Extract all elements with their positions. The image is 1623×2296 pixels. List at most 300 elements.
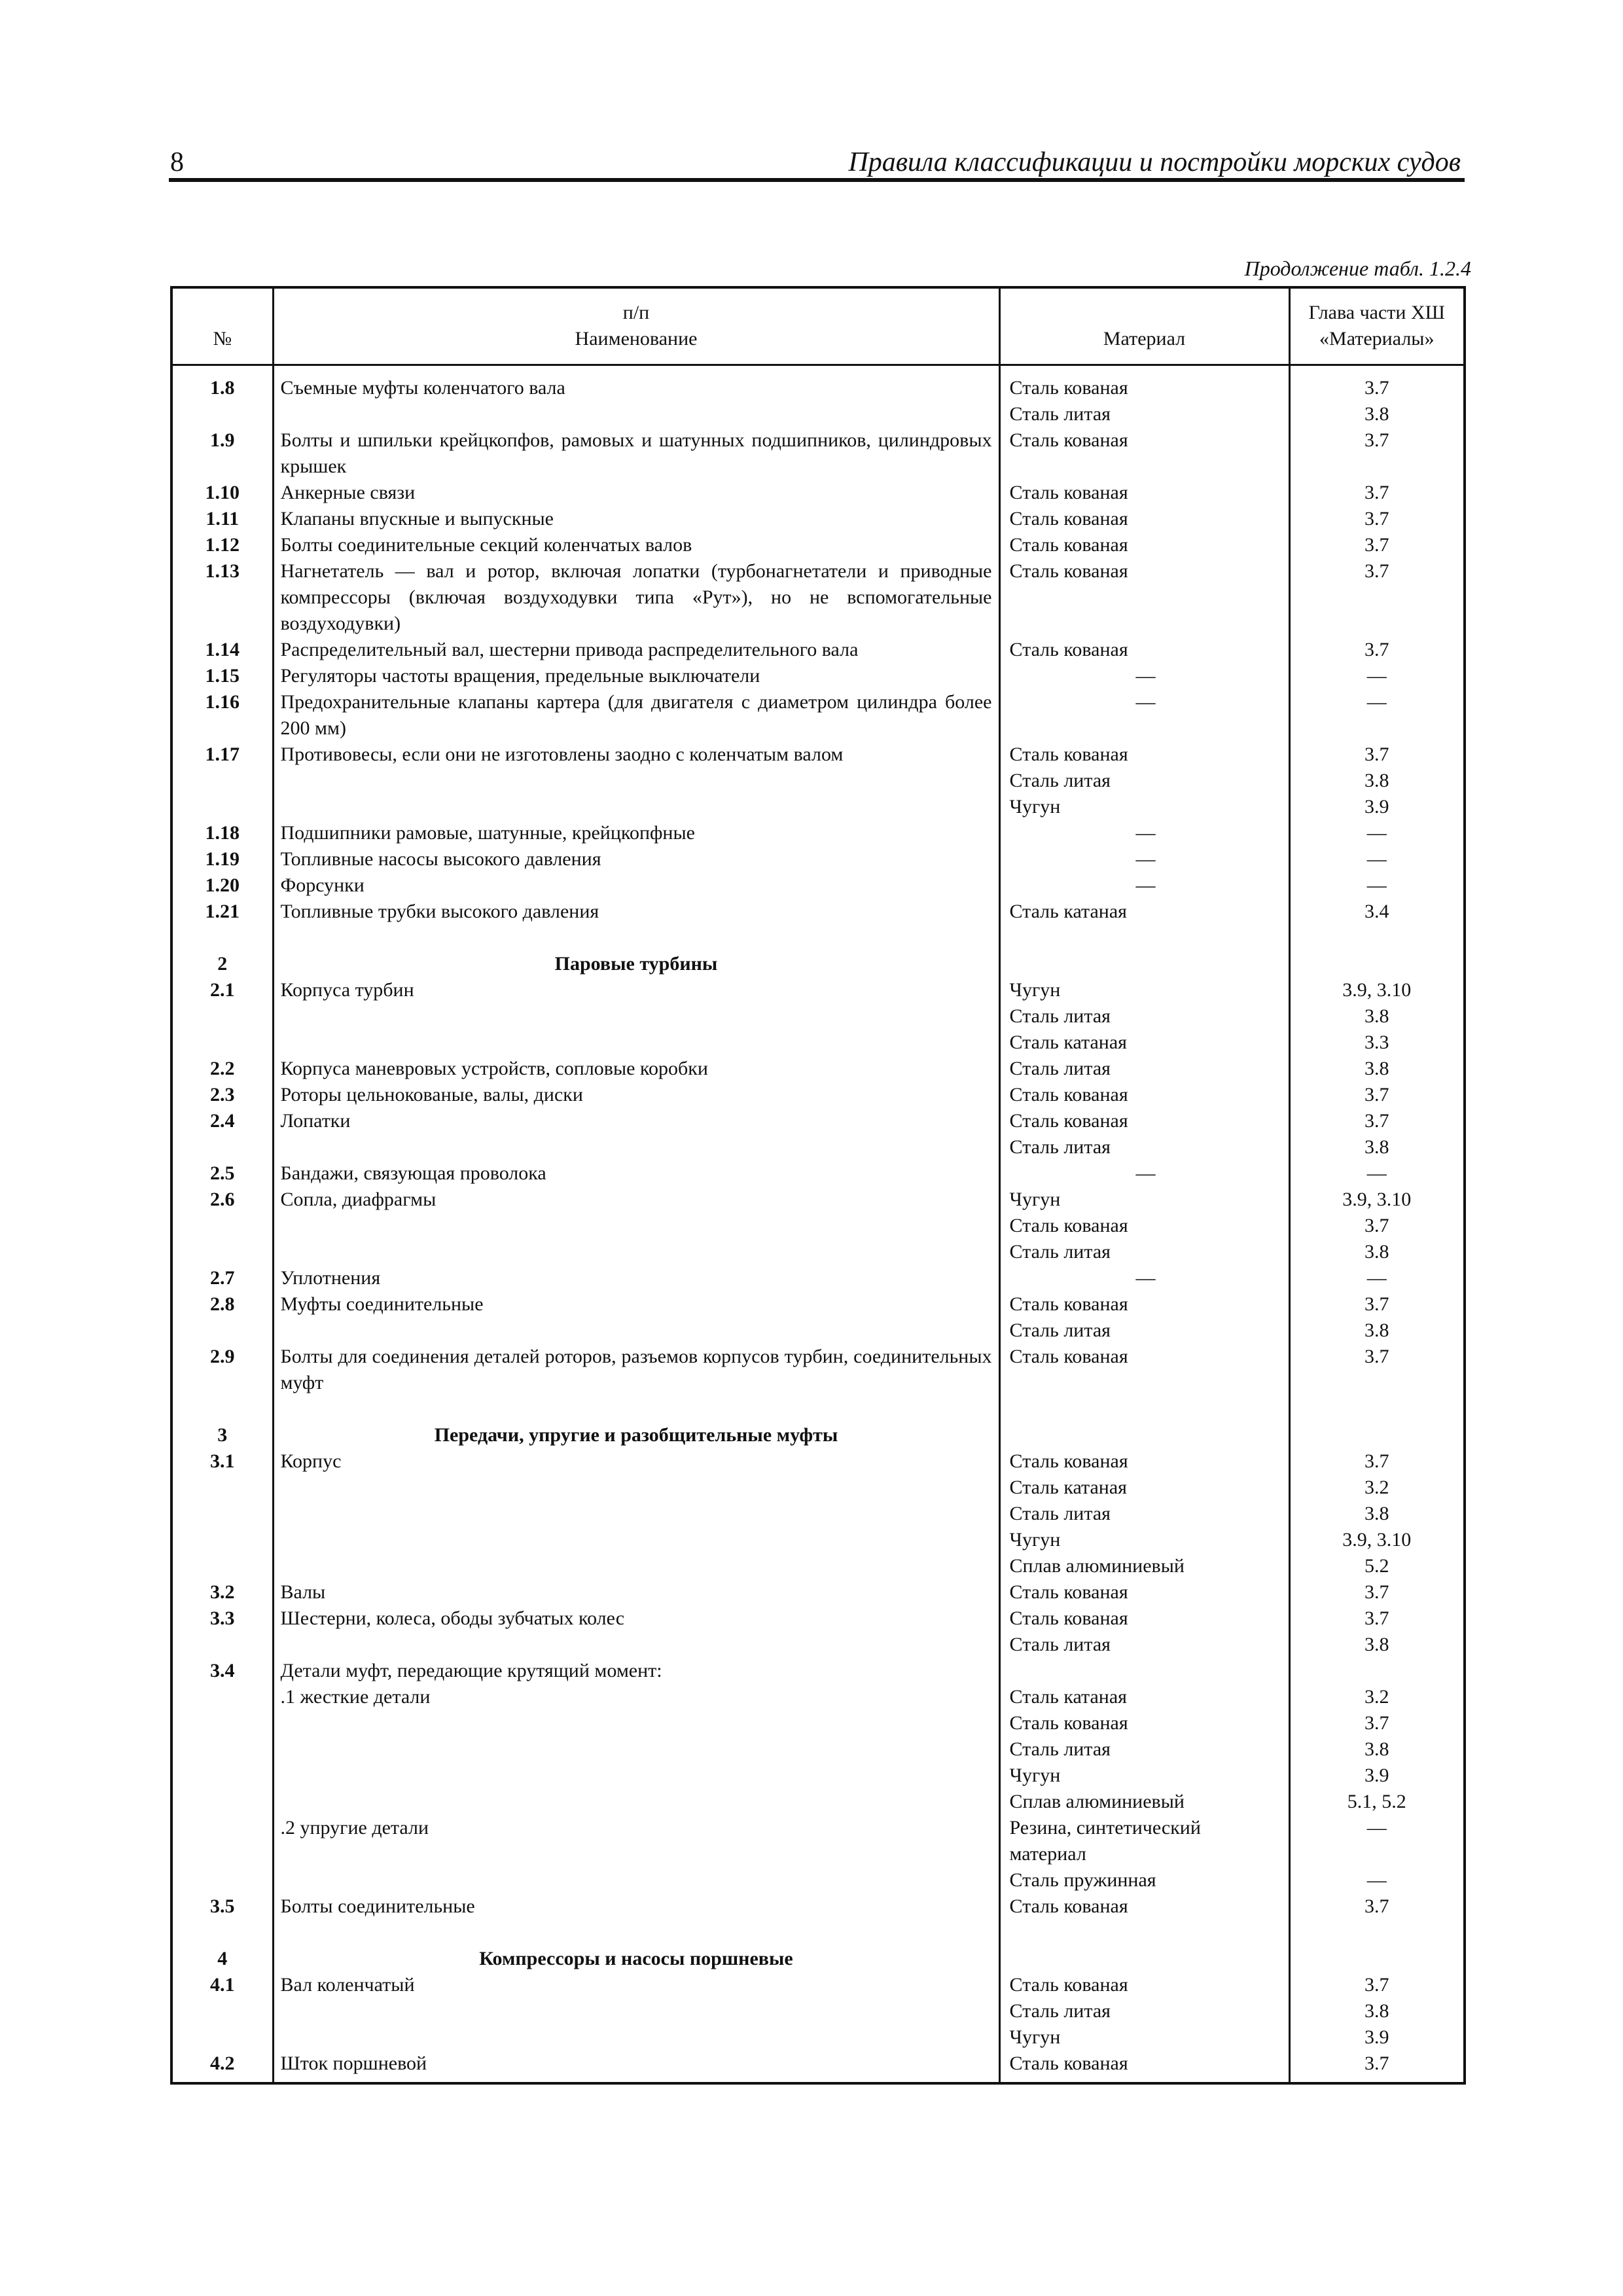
chapter-cell bbox=[1289, 742, 1465, 820]
chapter-cell bbox=[1289, 1056, 1465, 1082]
material-cell bbox=[999, 1893, 1289, 1920]
material-value: Чугун bbox=[1009, 1528, 1061, 1551]
row-number: 2.2 bbox=[171, 1056, 273, 1082]
chapter-cell bbox=[1289, 663, 1465, 689]
table-row bbox=[171, 1815, 1465, 1893]
section-title: Передачи, упругие и разобщительные муфты bbox=[273, 1422, 999, 1448]
material-value: Сталь литая bbox=[1009, 1136, 1111, 1158]
chapter-value: 3.8 bbox=[1364, 1240, 1389, 1263]
chapter-value: 3.8 bbox=[1364, 1633, 1389, 1655]
material-cell bbox=[999, 1448, 1289, 1579]
item-name: Топливные насосы высокого давления bbox=[273, 846, 999, 872]
material-value: Сталь кованая bbox=[1009, 1109, 1128, 1132]
table-row bbox=[171, 1291, 1465, 1344]
material-value: Сталь кованая bbox=[1009, 2052, 1128, 2074]
material-cell bbox=[999, 1972, 1289, 2051]
table-row bbox=[171, 846, 1465, 872]
material-cell bbox=[999, 899, 1289, 925]
chapter-value: 3.8 bbox=[1364, 1057, 1389, 1079]
row-number: 1.16 bbox=[171, 689, 273, 742]
chapter-cell bbox=[1289, 1972, 1465, 2051]
material-value: Сталь кованая bbox=[1009, 376, 1128, 399]
material-value: Сталь катаная bbox=[1009, 1685, 1127, 1708]
material-value: Сталь литая bbox=[1009, 769, 1111, 791]
row-number: 4.1 bbox=[171, 1972, 273, 2051]
chapter-value: 3.7 bbox=[1364, 1345, 1389, 1367]
row-number: 2.9 bbox=[171, 1344, 273, 1396]
chapter-cell bbox=[1289, 365, 1465, 427]
row-number: 3.2 bbox=[171, 1579, 273, 1605]
chapter-value: 3.9 bbox=[1364, 2026, 1389, 2048]
table-row bbox=[171, 427, 1465, 480]
table-row bbox=[171, 1605, 1465, 1658]
chapter-cell bbox=[1289, 1082, 1465, 1108]
column-header-material bbox=[999, 287, 1289, 365]
chapter-value: — bbox=[1366, 1816, 1387, 1839]
item-name: Сопла, диафрагмы bbox=[273, 1187, 999, 1265]
item-name: Предохранительные клапаны картера (для двигателя с диаметром цилиндра более 200 мм) bbox=[273, 689, 999, 742]
chapter-value: 3.9 bbox=[1364, 795, 1389, 817]
row-number: 3.3 bbox=[171, 1605, 273, 1658]
material-value: Сталь литая bbox=[1009, 1633, 1111, 1655]
item-name: Анкерные связи bbox=[273, 480, 999, 506]
item-name: Болты и шпильки крейцкопфов, рамовых и шатунных подшипников, цилиндровых крышек bbox=[273, 427, 999, 480]
material-value: Сталь кованая bbox=[1009, 1712, 1128, 1734]
chapter-value: 3.9 bbox=[1364, 1764, 1389, 1786]
item-name: .1 жесткие детали bbox=[273, 1684, 999, 1815]
material-value: Сплав алюминиевый bbox=[1009, 1554, 1185, 1577]
material-value: Сплав алюминиевый bbox=[1009, 1790, 1185, 1812]
chapter-value: 3.2 bbox=[1364, 1476, 1389, 1498]
material-cell bbox=[999, 1056, 1289, 1082]
material-value: Сталь кованая bbox=[1009, 1895, 1128, 1917]
chapter-value: 3.7 bbox=[1364, 1293, 1389, 1315]
material-cell bbox=[999, 532, 1289, 558]
chapter-cell bbox=[1289, 1265, 1465, 1291]
row-number: 1.10 bbox=[171, 480, 273, 506]
material-value: Сталь кованая bbox=[1009, 1214, 1128, 1236]
table-section-row bbox=[171, 1946, 1465, 1972]
table-row bbox=[171, 689, 1465, 742]
chapter-value: 3.7 bbox=[1364, 1607, 1389, 1629]
item-name: Топливные трубки высокого давления bbox=[273, 899, 999, 925]
material-cell bbox=[999, 977, 1289, 1056]
material-value: — bbox=[1135, 691, 1156, 713]
chapter-cell bbox=[1289, 899, 1465, 925]
spacer-cell bbox=[171, 1396, 273, 1422]
column-header-material-label: Материал bbox=[1103, 327, 1186, 350]
item-name: Шток поршневой bbox=[273, 2051, 999, 2083]
spacer-cell bbox=[273, 925, 999, 951]
row-number: 3.5 bbox=[171, 1893, 273, 1920]
material-value: Сталь пружинная bbox=[1009, 1869, 1156, 1891]
chapter-value: 3.7 bbox=[1364, 1581, 1389, 1603]
row-number: 1.8 bbox=[171, 365, 273, 427]
chapter-value: — bbox=[1366, 821, 1387, 844]
chapter-cell bbox=[1289, 1448, 1465, 1579]
table-row bbox=[171, 1344, 1465, 1396]
spacer-cell bbox=[273, 1396, 999, 1422]
chapter-cell bbox=[1289, 1946, 1465, 1972]
material-cell bbox=[999, 1815, 1289, 1893]
chapter-value: 3.7 bbox=[1364, 376, 1389, 399]
table-spacer-row bbox=[171, 1396, 1465, 1422]
material-value: Сталь кованая bbox=[1009, 1607, 1128, 1629]
row-number: 1.11 bbox=[171, 506, 273, 532]
item-name: Противовесы, если они не изготовлены заодно с коленчатым валом bbox=[273, 742, 999, 820]
chapter-value: 5.2 bbox=[1364, 1554, 1389, 1577]
chapter-value: 3.8 bbox=[1364, 769, 1389, 791]
row-number: 2.3 bbox=[171, 1082, 273, 1108]
chapter-cell bbox=[1289, 846, 1465, 872]
material-value: Сталь кованая bbox=[1009, 429, 1128, 451]
material-cell bbox=[999, 1946, 1289, 1972]
table-header-row bbox=[171, 287, 1465, 365]
table-row bbox=[171, 1893, 1465, 1920]
column-header-name bbox=[273, 287, 999, 365]
material-cell bbox=[999, 846, 1289, 872]
chapter-cell bbox=[1289, 951, 1465, 977]
chapter-value: 3.8 bbox=[1364, 1136, 1389, 1158]
chapter-value: — bbox=[1366, 1162, 1387, 1184]
row-number: 4 bbox=[171, 1946, 273, 1972]
chapter-value: 3.7 bbox=[1364, 429, 1389, 451]
chapter-value: 3.7 bbox=[1364, 1109, 1389, 1132]
item-name: Корпуса маневровых устройств, сопловые коробки bbox=[273, 1056, 999, 1082]
header-rule bbox=[169, 178, 1465, 182]
material-value: — bbox=[1135, 848, 1156, 870]
chapter-cell bbox=[1289, 1579, 1465, 1605]
row-number: 1.13 bbox=[171, 558, 273, 637]
material-value: Сталь кованая bbox=[1009, 743, 1128, 765]
chapter-value: — bbox=[1366, 874, 1387, 896]
material-value: Сталь кованая bbox=[1009, 507, 1128, 529]
row-number: 2.5 bbox=[171, 1160, 273, 1187]
column-header-name-line2: Наименование bbox=[575, 327, 698, 350]
material-value: — bbox=[1135, 1162, 1156, 1184]
table-row bbox=[171, 637, 1465, 663]
material-value: Чугун bbox=[1009, 978, 1061, 1001]
material-cell bbox=[999, 365, 1289, 427]
row-number: 1.17 bbox=[171, 742, 273, 820]
table-row bbox=[171, 1108, 1465, 1160]
material-value: Резина, синтетический материал bbox=[1009, 1816, 1201, 1865]
material-value: Сталь катаная bbox=[1009, 900, 1127, 922]
row-number: 1.12 bbox=[171, 532, 273, 558]
material-cell bbox=[999, 1187, 1289, 1265]
material-value: Сталь литая bbox=[1009, 1005, 1111, 1027]
material-cell bbox=[999, 1579, 1289, 1605]
item-name: Валы bbox=[273, 1579, 999, 1605]
chapter-value: 3.7 bbox=[1364, 1083, 1389, 1105]
chapter-cell bbox=[1289, 1187, 1465, 1265]
table-row bbox=[171, 872, 1465, 899]
table-row bbox=[171, 1579, 1465, 1605]
chapter-cell bbox=[1289, 427, 1465, 480]
chapter-cell bbox=[1289, 1291, 1465, 1344]
table-row bbox=[171, 1658, 1465, 1684]
item-name: Болты для соединения деталей роторов, разъемов корпусов турбин, соединительных муфт bbox=[273, 1344, 999, 1396]
chapter-cell bbox=[1289, 689, 1465, 742]
item-name: Регуляторы частоты вращения, предельные выключатели bbox=[273, 663, 999, 689]
material-value: Сталь литая bbox=[1009, 1057, 1111, 1079]
material-value: Чугун bbox=[1009, 795, 1061, 817]
material-value: Чугун bbox=[1009, 2026, 1061, 2048]
material-value: Сталь кованая bbox=[1009, 1450, 1128, 1472]
column-header-name-line1: п/п bbox=[622, 301, 650, 323]
material-value: Сталь литая bbox=[1009, 1240, 1111, 1263]
chapter-cell bbox=[1289, 872, 1465, 899]
row-number bbox=[171, 1815, 273, 1893]
material-cell bbox=[999, 820, 1289, 846]
chapter-value: 3.7 bbox=[1364, 2052, 1389, 2074]
spacer-cell bbox=[999, 1396, 1289, 1422]
chapter-cell bbox=[1289, 1658, 1465, 1684]
item-name: Съемные муфты коленчатого вала bbox=[273, 365, 999, 427]
chapter-value: 3.4 bbox=[1364, 900, 1389, 922]
spacer-cell bbox=[1289, 1920, 1465, 1946]
row-number: 2.1 bbox=[171, 977, 273, 1056]
chapter-value: 3.7 bbox=[1364, 560, 1389, 582]
chapter-cell bbox=[1289, 1344, 1465, 1396]
chapter-cell bbox=[1289, 1893, 1465, 1920]
item-name: Уплотнения bbox=[273, 1265, 999, 1291]
table-row bbox=[171, 532, 1465, 558]
materials-table bbox=[170, 286, 1463, 2085]
material-cell bbox=[999, 951, 1289, 977]
material-cell bbox=[999, 663, 1289, 689]
chapter-value: 3.7 bbox=[1364, 1450, 1389, 1472]
item-name: Болты соединительные bbox=[273, 1893, 999, 1920]
material-value: Сталь кованая bbox=[1009, 560, 1128, 582]
chapter-value: 3.7 bbox=[1364, 1712, 1389, 1734]
chapter-cell bbox=[1289, 506, 1465, 532]
material-value: Сталь кованая bbox=[1009, 1293, 1128, 1315]
column-header-chapter bbox=[1289, 287, 1465, 365]
chapter-value: 3.9, 3.10 bbox=[1342, 978, 1412, 1001]
material-cell bbox=[999, 2051, 1289, 2083]
material-cell bbox=[999, 506, 1289, 532]
chapter-value: 3.7 bbox=[1364, 481, 1389, 503]
row-number: 1.14 bbox=[171, 637, 273, 663]
material-cell bbox=[999, 637, 1289, 663]
chapter-cell bbox=[1289, 480, 1465, 506]
item-name: Корпуса турбин bbox=[273, 977, 999, 1056]
table-row bbox=[171, 820, 1465, 846]
item-name: Форсунки bbox=[273, 872, 999, 899]
material-cell bbox=[999, 1108, 1289, 1160]
chapter-value: 3.8 bbox=[1364, 2000, 1389, 2022]
row-number: 4.2 bbox=[171, 2051, 273, 2083]
material-cell bbox=[999, 1684, 1289, 1815]
chapter-value: 3.7 bbox=[1364, 743, 1389, 765]
chapter-cell bbox=[1289, 1815, 1465, 1893]
chapter-value: — bbox=[1366, 1266, 1387, 1289]
material-cell bbox=[999, 1605, 1289, 1658]
column-header-number-label: № bbox=[213, 327, 232, 350]
material-cell bbox=[999, 1082, 1289, 1108]
chapter-value: 3.7 bbox=[1364, 533, 1389, 556]
material-value: Чугун bbox=[1009, 1764, 1061, 1786]
material-cell bbox=[999, 689, 1289, 742]
material-value: Сталь литая bbox=[1009, 1502, 1111, 1524]
table-row bbox=[171, 742, 1465, 820]
spacer-cell bbox=[273, 1920, 999, 1946]
chapter-cell bbox=[1289, 1605, 1465, 1658]
item-name: Распределительный вал, шестерни привода распределительного вала bbox=[273, 637, 999, 663]
row-number: 3.1 bbox=[171, 1448, 273, 1579]
material-cell bbox=[999, 1160, 1289, 1187]
row-number bbox=[171, 1684, 273, 1815]
row-number: 1.18 bbox=[171, 820, 273, 846]
material-value: Сталь кованая bbox=[1009, 1345, 1128, 1367]
section-title: Компрессоры и насосы поршневые bbox=[273, 1946, 999, 1972]
item-name: Корпус bbox=[273, 1448, 999, 1579]
item-name: Клапаны впускные и выпускные bbox=[273, 506, 999, 532]
row-number: 1.21 bbox=[171, 899, 273, 925]
item-name: .2 упругие детали bbox=[273, 1815, 999, 1893]
material-value: Чугун bbox=[1009, 1188, 1061, 1210]
spacer-cell bbox=[1289, 925, 1465, 951]
chapter-cell bbox=[1289, 2051, 1465, 2083]
chapter-value: 3.9, 3.10 bbox=[1342, 1528, 1412, 1551]
material-value: — bbox=[1135, 821, 1156, 844]
table-row bbox=[171, 1082, 1465, 1108]
table-row bbox=[171, 1160, 1465, 1187]
table-spacer-row bbox=[171, 1920, 1465, 1946]
table-row bbox=[171, 977, 1465, 1056]
table-row bbox=[171, 506, 1465, 532]
material-value: Сталь литая bbox=[1009, 1738, 1111, 1760]
row-number: 3.4 bbox=[171, 1658, 273, 1684]
page-number: 8 bbox=[170, 147, 184, 177]
item-name: Роторы цельнокованые, валы, диски bbox=[273, 1082, 999, 1108]
material-cell bbox=[999, 1265, 1289, 1291]
material-value: Сталь катаная bbox=[1009, 1476, 1127, 1498]
table-row bbox=[171, 1448, 1465, 1579]
material-value: Сталь литая bbox=[1009, 2000, 1111, 2022]
chapter-cell bbox=[1289, 532, 1465, 558]
chapter-value: 3.8 bbox=[1364, 1502, 1389, 1524]
table-row bbox=[171, 1187, 1465, 1265]
column-header-number bbox=[171, 287, 273, 365]
item-name: Детали муфт, передающие крутящий момент: bbox=[273, 1658, 999, 1684]
chapter-cell bbox=[1289, 558, 1465, 637]
row-number: 2.6 bbox=[171, 1187, 273, 1265]
item-name: Нагнетатель — вал и ротор, включая лопатки (турбонагнетатели и приводные компрессоры (включая воздуходувки типа «Рут»), но не вспомогательные воздуходувки) bbox=[273, 558, 999, 637]
chapter-value: 3.7 bbox=[1364, 507, 1389, 529]
item-name: Муфты соединительные bbox=[273, 1291, 999, 1344]
chapter-value: — bbox=[1366, 1869, 1387, 1891]
spacer-cell bbox=[171, 1920, 273, 1946]
material-cell bbox=[999, 742, 1289, 820]
material-value: Сталь кованая bbox=[1009, 481, 1128, 503]
material-value: — bbox=[1135, 874, 1156, 896]
row-number: 1.15 bbox=[171, 663, 273, 689]
chapter-cell bbox=[1289, 1684, 1465, 1815]
chapter-cell bbox=[1289, 1160, 1465, 1187]
chapter-value: 3.9, 3.10 bbox=[1342, 1188, 1412, 1210]
table-row bbox=[171, 899, 1465, 925]
row-number: 1.9 bbox=[171, 427, 273, 480]
chapter-cell bbox=[1289, 1108, 1465, 1160]
row-number: 2.7 bbox=[171, 1265, 273, 1291]
table-body bbox=[171, 365, 1465, 2083]
material-cell bbox=[999, 1658, 1289, 1684]
material-value: — bbox=[1135, 1266, 1156, 1289]
material-value: — bbox=[1135, 664, 1156, 687]
item-name: Шестерни, колеса, ободы зубчатых колес bbox=[273, 1605, 999, 1658]
chapter-value: 3.7 bbox=[1364, 1214, 1389, 1236]
spacer-cell bbox=[171, 925, 273, 951]
page-header bbox=[169, 143, 1465, 179]
material-value: Сталь кованая bbox=[1009, 1083, 1128, 1105]
column-header-chapter-line2: «Материалы» bbox=[1319, 327, 1435, 350]
chapter-value: 3.2 bbox=[1364, 1685, 1389, 1708]
table-row bbox=[171, 2051, 1465, 2083]
table-section-row bbox=[171, 951, 1465, 977]
chapter-value: 3.3 bbox=[1364, 1031, 1389, 1053]
row-number: 2.8 bbox=[171, 1291, 273, 1344]
chapter-cell bbox=[1289, 1422, 1465, 1448]
table-row bbox=[171, 1056, 1465, 1082]
spacer-cell bbox=[1289, 1396, 1465, 1422]
spacer-cell bbox=[999, 1920, 1289, 1946]
table-row bbox=[171, 365, 1465, 427]
material-cell bbox=[999, 427, 1289, 480]
item-name: Болты соединительные секций коленчатых валов bbox=[273, 532, 999, 558]
table-row bbox=[171, 663, 1465, 689]
spacer-cell bbox=[999, 925, 1289, 951]
chapter-value: 3.7 bbox=[1364, 1895, 1389, 1917]
table-row bbox=[171, 480, 1465, 506]
chapter-value: 5.1, 5.2 bbox=[1347, 1790, 1406, 1812]
chapter-value: 3.8 bbox=[1364, 1738, 1389, 1760]
chapter-value: — bbox=[1366, 691, 1387, 713]
chapter-value: — bbox=[1366, 664, 1387, 687]
table-continuation-note: Продолжение табл. 1.2.4 bbox=[1244, 257, 1471, 280]
row-number: 1.20 bbox=[171, 872, 273, 899]
chapter-cell bbox=[1289, 637, 1465, 663]
item-name: Бандажи, связующая проволока bbox=[273, 1160, 999, 1187]
row-number: 1.19 bbox=[171, 846, 273, 872]
material-value: Сталь катаная bbox=[1009, 1031, 1127, 1053]
table-row bbox=[171, 1684, 1465, 1815]
row-number: 2 bbox=[171, 951, 273, 977]
chapter-cell bbox=[1289, 820, 1465, 846]
material-value: Сталь кованая bbox=[1009, 1581, 1128, 1603]
row-number: 2.4 bbox=[171, 1108, 273, 1160]
section-title: Паровые турбины bbox=[273, 951, 999, 977]
material-cell bbox=[999, 1344, 1289, 1396]
running-title: Правила классификации и постройки морских судов bbox=[848, 147, 1461, 177]
chapter-cell bbox=[1289, 977, 1465, 1056]
material-value: Сталь кованая bbox=[1009, 533, 1128, 556]
material-cell bbox=[999, 558, 1289, 637]
column-header-chapter-line1: Глава части ХШ bbox=[1308, 301, 1445, 323]
table-spacer-row bbox=[171, 925, 1465, 951]
chapter-value: 3.7 bbox=[1364, 1973, 1389, 1996]
material-value: Сталь кованая bbox=[1009, 638, 1128, 660]
table-row bbox=[171, 1972, 1465, 2051]
chapter-value: 3.8 bbox=[1364, 403, 1389, 425]
material-cell bbox=[999, 480, 1289, 506]
chapter-value: 3.8 bbox=[1364, 1005, 1389, 1027]
table-row bbox=[171, 558, 1465, 637]
row-number: 3 bbox=[171, 1422, 273, 1448]
material-cell bbox=[999, 1291, 1289, 1344]
material-value: Сталь кованая bbox=[1009, 1973, 1128, 1996]
